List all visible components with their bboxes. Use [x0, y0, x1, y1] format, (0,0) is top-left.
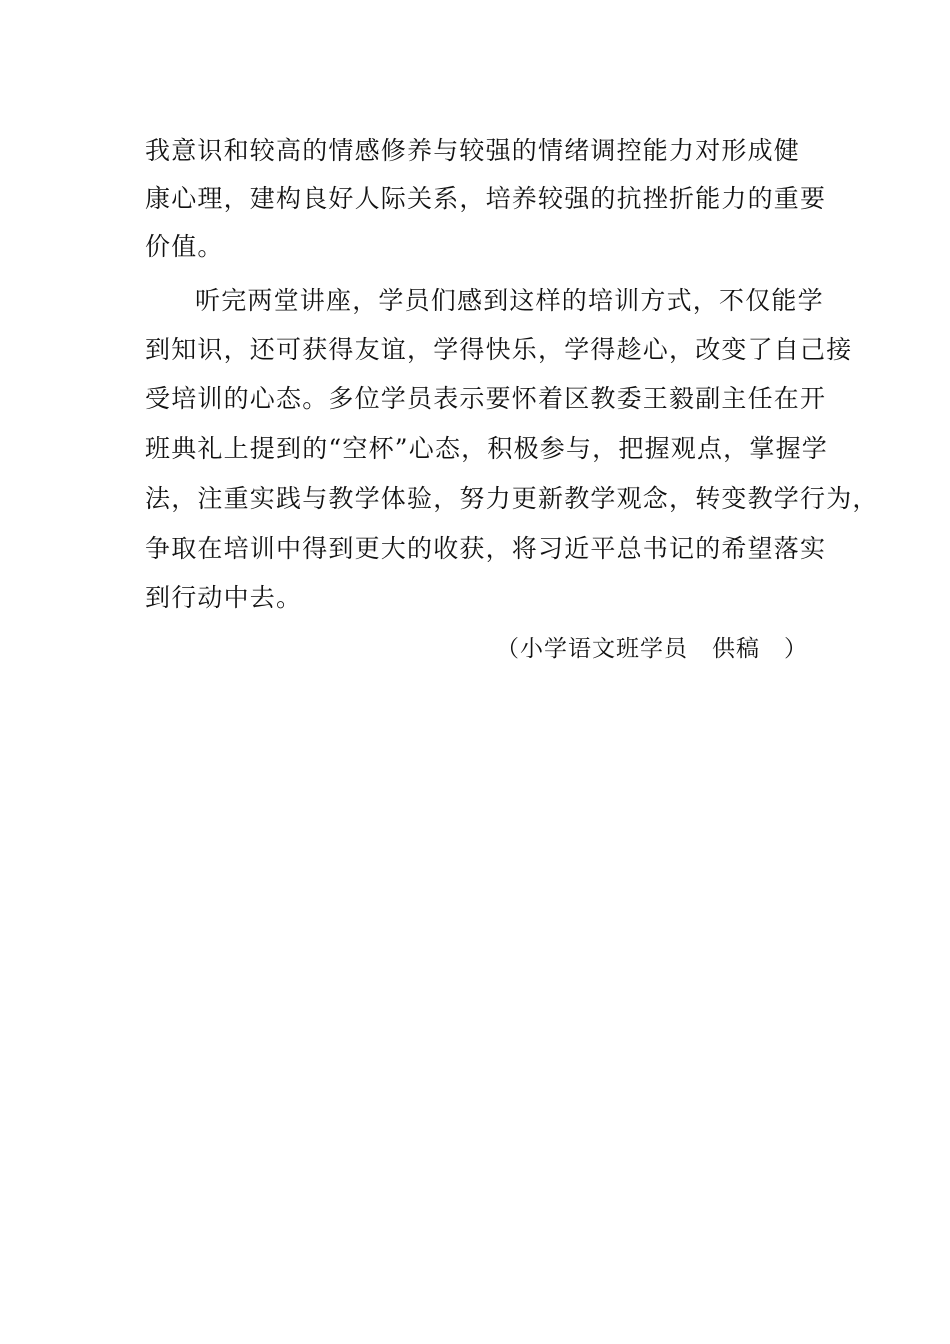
paragraph2-line-2: 到知识，还可获得友谊，学得快乐，学得趁心，改变了自己接	[145, 335, 853, 364]
paragraph2-line-5: 法，注重实践与教学体验，努力更新教学观念，转变教学行为，	[145, 484, 879, 513]
paragraph2-line-1: 听完两堂讲座，学员们感到这样的培训方式，不仅能学	[195, 286, 824, 315]
paragraph1-line-1: 我意识和较高的情感修养与较强的情绪调控能力对形成健	[145, 136, 801, 165]
paragraph2-line-6: 争取在培训中得到更大的收获，将习近平总书记的希望落实	[145, 534, 827, 563]
paragraph2-line-7: 到行动中去。	[145, 583, 303, 612]
paragraph1-line-2: 康心理，建构良好人际关系，培养较强的抗挫折能力的重要	[145, 184, 827, 213]
paragraph2-line-3: 受培训的心态。多位学员表示要怀着区教委王毅副主任在开	[145, 384, 827, 413]
signature: （小学语文班学员 供稿 ）	[496, 636, 808, 662]
paragraph1-line-3: 价值。	[145, 232, 224, 261]
paragraph2-line-4: 班典礼上提到的“空杯”心态，积极参与，把握观点，掌握学	[145, 434, 828, 463]
